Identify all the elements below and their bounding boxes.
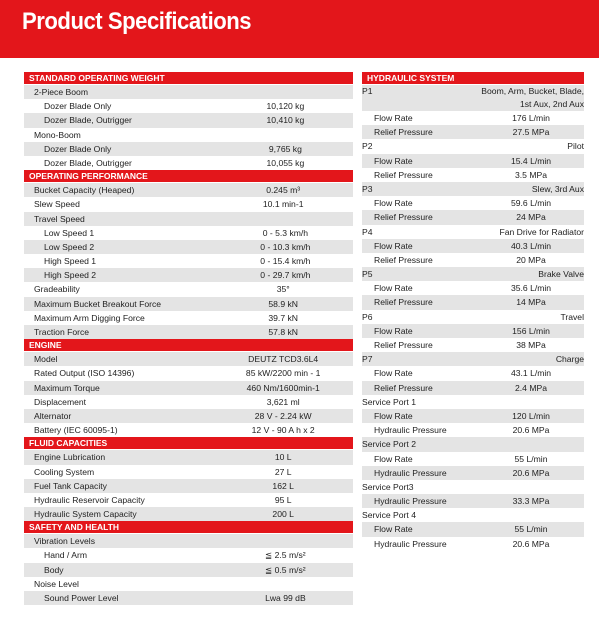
- spec-label: Service Port 4: [362, 510, 416, 521]
- spec-label: Flow Rate: [374, 368, 413, 379]
- spec-row: [24, 212, 353, 226]
- section-header-standard-operating-weight: STANDARD OPERATING WEIGHT: [24, 72, 353, 84]
- spec-label: Dozer Blade Only: [44, 101, 112, 112]
- spec-row: [24, 548, 353, 562]
- spec-row: [24, 493, 353, 507]
- spec-row: [362, 480, 584, 494]
- spec-value: 176 L/min: [512, 113, 550, 123]
- spec-row: [24, 226, 353, 240]
- spec-value: 0.245 m³: [266, 185, 301, 196]
- spec-value: 24 MPa: [516, 212, 546, 223]
- spec-row: [24, 366, 353, 380]
- spec-row: [24, 591, 353, 605]
- spec-value: 95 L: [274, 494, 292, 505]
- spec-value: 38 MPa: [516, 340, 546, 350]
- spec-label: Hydraulic System Capacity: [34, 509, 137, 520]
- section-header-fluid-capacities: FLUID CAPACITIES: [24, 437, 353, 449]
- spec-value: DEUTZ TCD3.6L4: [248, 354, 319, 365]
- spec-value: 9,765 kg: [268, 143, 302, 154]
- spec-label: Vibration Levels: [34, 536, 95, 547]
- title-banner: [0, 0, 599, 58]
- spec-label: Service Port 2: [362, 439, 416, 450]
- spec-label: Maximum Arm Digging Force: [34, 312, 145, 323]
- spec-row: [24, 282, 353, 296]
- spec-label: Alternator: [34, 410, 72, 421]
- spec-value: 10,120 kg: [266, 101, 305, 112]
- spec-label: Flow Rate: [374, 325, 413, 336]
- spec-row: [24, 381, 353, 395]
- spec-label: Hand / Arm: [44, 550, 87, 561]
- spec-label: Hydraulic Pressure: [374, 538, 447, 549]
- spec-value: 55 L/min: [514, 524, 548, 535]
- spec-row: [362, 508, 584, 522]
- spec-value: [472, 395, 584, 409]
- spec-label: Displacement: [34, 396, 87, 407]
- right-spec-column: [362, 72, 584, 551]
- spec-value: Charge: [555, 354, 584, 365]
- spec-row: [362, 310, 584, 324]
- spec-row: [24, 450, 353, 464]
- spec-value: 15.4 L/min: [510, 155, 552, 166]
- spec-label: Flow Rate: [374, 283, 413, 294]
- spec-row: [362, 352, 584, 366]
- spec-label: Engine Lubrication: [34, 452, 106, 463]
- spec-row: [362, 409, 584, 423]
- spec-label: Body: [44, 564, 64, 575]
- spec-row: [24, 99, 353, 113]
- spec-label: Flow Rate: [374, 198, 413, 209]
- spec-row: [24, 311, 353, 325]
- spec-value: [213, 577, 353, 591]
- spec-value: Brake Valve: [538, 269, 584, 280]
- spec-value: 20.6 MPa: [512, 467, 550, 478]
- spec-label: Traction Force: [34, 327, 90, 337]
- spec-value: 10 L: [274, 452, 292, 463]
- spec-value: 20 MPa: [516, 254, 546, 265]
- spec-row: [24, 395, 353, 409]
- spec-row: [24, 297, 353, 311]
- spec-label: P5: [362, 269, 373, 280]
- spec-label: Cooling System: [34, 466, 95, 477]
- spec-row: [24, 268, 353, 282]
- spec-row: [24, 534, 353, 548]
- spec-label: P6: [362, 311, 373, 322]
- spec-label: Flow Rate: [374, 410, 413, 421]
- spec-label: P4: [362, 226, 373, 237]
- spec-row: [362, 423, 584, 437]
- spec-value: Pilot: [567, 141, 584, 152]
- spec-row: [362, 139, 584, 153]
- spec-label: Fuel Tank Capacity: [34, 480, 107, 491]
- spec-row: [362, 168, 584, 182]
- spec-row: [362, 381, 584, 395]
- spec-row: [362, 324, 584, 338]
- spec-value: 35.6 L/min: [510, 283, 552, 294]
- spec-row: [24, 465, 353, 479]
- spec-value: [472, 437, 584, 451]
- spec-row: [362, 196, 584, 210]
- spec-row: [24, 240, 353, 254]
- spec-row: [24, 85, 353, 99]
- spec-label: Relief Pressure: [374, 212, 433, 223]
- spec-value: Slew, 3rd Aux: [531, 183, 584, 194]
- spec-row: [24, 254, 353, 268]
- spec-row: [362, 366, 584, 380]
- spec-value: 40.3 L/min: [510, 240, 552, 251]
- spec-value: 27 L: [274, 466, 292, 477]
- spec-label: Flow Rate: [374, 155, 413, 166]
- spec-row: [24, 563, 353, 577]
- spec-value: Travel: [560, 311, 584, 322]
- spec-row: [362, 225, 584, 239]
- spec-value: 14 MPa: [516, 297, 546, 308]
- spec-value: 200 L: [272, 509, 294, 520]
- spec-value: 85 kW/2200 min - 1: [245, 368, 321, 379]
- spec-row: [362, 437, 584, 451]
- spec-label: Gradeability: [34, 284, 80, 295]
- spec-value: 27.5 MPa: [512, 127, 550, 138]
- spec-row: [24, 128, 353, 142]
- spec-value: 39.7 kN: [268, 312, 298, 323]
- spec-row: [24, 156, 353, 170]
- spec-row: [362, 85, 584, 111]
- spec-value: ≦ 0.5 m/s²: [265, 564, 306, 575]
- spec-row: [24, 409, 353, 423]
- spec-row: [24, 183, 353, 197]
- spec-row: [362, 239, 584, 253]
- spec-value: 0 - 15.4 km/h: [260, 256, 311, 267]
- spec-label: Flow Rate: [374, 240, 413, 251]
- spec-row: [362, 494, 584, 508]
- spec-value: 10.1 min-1: [262, 199, 304, 210]
- spec-label: Hydraulic Pressure: [374, 425, 447, 436]
- spec-value: [213, 128, 353, 142]
- spec-row: [362, 125, 584, 139]
- spec-row: [24, 507, 353, 521]
- spec-value: 2.4 MPa: [515, 382, 548, 393]
- spec-label: Relief Pressure: [374, 169, 433, 180]
- spec-row: [362, 395, 584, 409]
- spec-label: Slew Speed: [34, 199, 80, 210]
- spec-row: [362, 210, 584, 224]
- spec-value: 3,621 ml: [266, 396, 300, 407]
- spec-value: 57.8 kN: [268, 327, 298, 337]
- spec-label: Hydraulic Reservoir Capacity: [34, 494, 145, 505]
- spec-label: Hydraulic Pressure: [374, 467, 447, 478]
- spec-label: Flow Rate: [374, 453, 413, 464]
- spec-row: [362, 537, 584, 551]
- spec-row: [362, 281, 584, 295]
- spec-label: Service Port 1: [362, 396, 416, 407]
- spec-label: Service Port3: [362, 481, 414, 492]
- spec-value: 20.6 MPa: [512, 425, 550, 436]
- spec-label: Travel Speed: [34, 213, 85, 224]
- spec-row: [362, 295, 584, 309]
- spec-value: 35°: [276, 284, 290, 295]
- spec-value: ≦ 2.5 m/s²: [265, 550, 306, 561]
- page-title: Product Specifications: [22, 8, 252, 35]
- spec-row: [24, 197, 353, 211]
- spec-value: 0 - 5.3 km/h: [262, 227, 309, 238]
- spec-row: [362, 111, 584, 125]
- spec-label: Rated Output (ISO 14396): [34, 368, 135, 379]
- spec-value: 0 - 10.3 km/h: [260, 241, 311, 252]
- spec-value: [472, 480, 584, 494]
- spec-value: 43.1 L/min: [510, 368, 552, 379]
- spec-label: Low Speed 2: [44, 241, 95, 252]
- spec-label: Model: [34, 354, 58, 365]
- section-header-engine: ENGINE: [24, 339, 353, 351]
- spec-value: 10,410 kg: [266, 115, 305, 126]
- spec-label: Sound Power Level: [44, 593, 119, 603]
- spec-label: Low Speed 1: [44, 227, 95, 238]
- spec-value: 55 L/min: [514, 453, 548, 464]
- spec-value: [213, 212, 353, 226]
- spec-label: Flow Rate: [374, 524, 413, 535]
- spec-value: 460 Nm/1600min-1: [246, 382, 320, 393]
- spec-value: 20.6 MPa: [512, 538, 550, 549]
- spec-label: Flow Rate: [374, 113, 413, 123]
- spec-row: [362, 452, 584, 466]
- spec-value: [213, 85, 353, 99]
- spec-label: P2: [362, 141, 373, 152]
- spec-label: Relief Pressure: [374, 297, 433, 308]
- spec-row: [362, 522, 584, 536]
- spec-value: 120 L/min: [512, 410, 550, 421]
- spec-value: 10,055 kg: [266, 157, 305, 168]
- spec-value: 33.3 MPa: [512, 496, 550, 507]
- spec-row: [24, 423, 353, 437]
- spec-row: [24, 479, 353, 493]
- spec-value: 28 V - 2.24 kW: [254, 410, 312, 421]
- spec-value: 59.6 L/min: [510, 198, 552, 209]
- spec-value: [213, 534, 353, 548]
- spec-row: [362, 338, 584, 352]
- spec-row: [362, 466, 584, 480]
- section-header-operating-performance: OPERATING PERFORMANCE: [24, 170, 353, 182]
- spec-label: Dozer Blade, Outrigger: [44, 115, 132, 126]
- spec-label: Maximum Bucket Breakout Force: [34, 298, 162, 309]
- spec-label: High Speed 1: [44, 256, 97, 267]
- spec-row: [24, 113, 353, 127]
- spec-row: [362, 253, 584, 267]
- spec-value: Boom, Arm, Bucket, Blade, 1st Aux, 2nd Aux: [481, 86, 584, 109]
- spec-value: 58.9 kN: [268, 298, 298, 309]
- spec-label: High Speed 2: [44, 270, 97, 281]
- spec-row: [362, 182, 584, 196]
- spec-value: Lwa 99 dB: [265, 593, 306, 603]
- spec-label: Hydraulic Pressure: [374, 496, 447, 507]
- spec-row: [362, 267, 584, 281]
- spec-label: Dozer Blade, Outrigger: [44, 157, 132, 168]
- spec-label: Relief Pressure: [374, 340, 433, 350]
- spec-value: 0 - 29.7 km/h: [260, 270, 311, 281]
- spec-row: [24, 142, 353, 156]
- spec-value: Fan Drive for Radiator: [499, 226, 584, 237]
- spec-label: Bucket Capacity (Heaped): [34, 185, 135, 196]
- spec-label: Battery (IEC 60095-1): [34, 425, 118, 436]
- spec-row: [24, 352, 353, 366]
- spec-label: P1: [362, 86, 373, 96]
- spec-label: Relief Pressure: [374, 254, 433, 265]
- spec-value: [472, 508, 584, 522]
- spec-value: 156 L/min: [512, 325, 550, 336]
- spec-label: Noise Level: [34, 578, 79, 589]
- spec-label: Mono-Boom: [34, 129, 81, 140]
- spec-label: P3: [362, 183, 373, 194]
- spec-label: 2-Piece Boom: [34, 87, 88, 97]
- section-header-hydraulic-system: HYDRAULIC SYSTEM: [362, 72, 584, 84]
- spec-value: 162 L: [272, 480, 294, 491]
- spec-label: Maximum Torque: [34, 382, 100, 393]
- section-header-safety-and-health: SAFETY AND HEALTH: [24, 521, 353, 533]
- spec-row: [24, 325, 353, 339]
- spec-label: Dozer Blade Only: [44, 143, 112, 154]
- left-spec-column: [24, 72, 353, 605]
- spec-row: [362, 154, 584, 168]
- spec-row: [24, 577, 353, 591]
- spec-label: P7: [362, 354, 373, 365]
- spec-value: 3.5 MPa: [515, 169, 548, 180]
- spec-label: Relief Pressure: [374, 382, 433, 393]
- spec-label: Relief Pressure: [374, 127, 433, 138]
- spec-value: 12 V - 90 A h x 2: [251, 425, 315, 436]
